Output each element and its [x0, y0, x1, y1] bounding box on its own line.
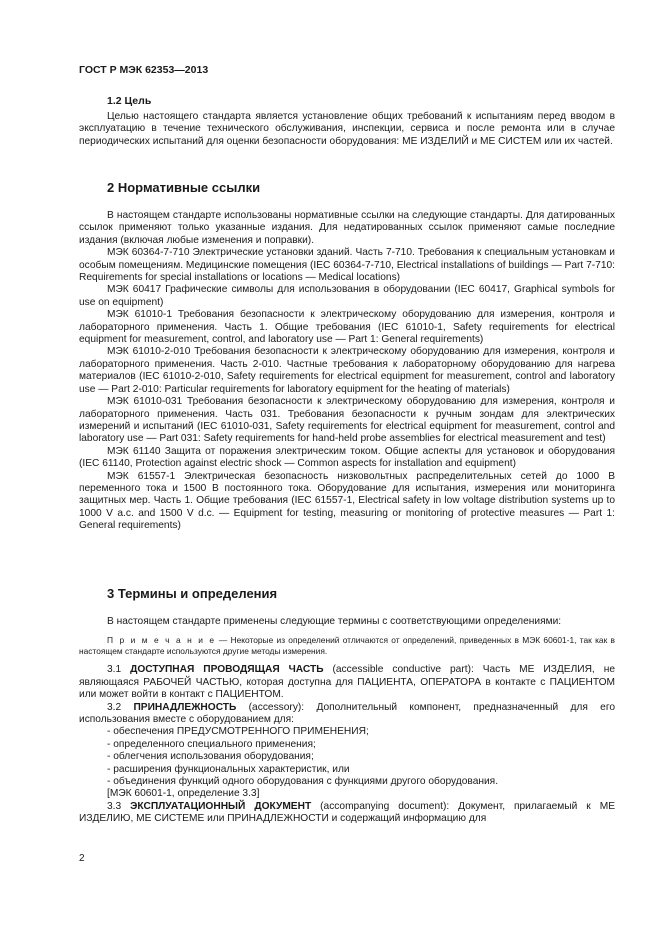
reference-item: МЭК 61010-1 Требования безопасности к электрическому оборудованию для измерения, контроля и лабораторного применения. Часть 1. Общие требования (IEC 61010-1, Safety requirements for electrical equipment for measurement, control, and laboratory use — Part 1: General requirements)	[79, 309, 615, 346]
section-3-body	[79, 616, 615, 826]
list-item: - объединения функций одного оборудования с функциями другого оборудования.	[107, 776, 499, 788]
reference-item: МЭК 60364-7-710 Электрические установки зданий. Часть 7-710. Требования к специальным установкам и особым помещениям. Медицинские помещения (IEC 60364-7-710, Electrical installations of buildings — Part 7-710: Requirements for special installations or locations — Medical locations)	[79, 247, 615, 284]
term-3-3	[79, 801, 615, 826]
list-item: - облегчения использования оборудования;	[107, 751, 314, 763]
section-3-heading: 3 Термины и определения	[107, 586, 278, 601]
term-source: [МЭК 60601-1, определение 3.3]	[107, 788, 260, 800]
reference-item: МЭК 61010-2-010 Требования безопасности к электрическому оборудованию для измерения, контроля и лабораторного применения. Часть 2-010. Частные требования к лабораторному оборудованию для нагрева материалов (IEC 61010-2-010, Safety requirements for electrical equipment for measurement, control and laboratory use — Part 2-010: Particular requirements for laboratory equipment for the heating of materials)	[79, 346, 615, 395]
reference-item: МЭК 60417 Графические символы для использования в оборудовании (IEC 60417, Graphical symbols for use on equipment)	[79, 284, 615, 308]
list-item: - определенного специального применения;	[107, 738, 316, 750]
section-2-heading: 2 Нормативные ссылки	[107, 180, 261, 195]
term-number: 3.2	[107, 701, 122, 713]
reference-item: МЭК 61140 Защита от поражения электрическим током. Общие аспекты для установок и оборудования (IEC 61140, Protection against electric shock — Common aspects for installation and equipment)	[79, 445, 615, 470]
term-definition: (accessible conductive part): Часть МЕ ИЗДЕЛИЯ, не являющаяся РАБОЧЕЙ ЧАСТЬЮ, которая доступна для ПАЦИЕНТА, ОПЕРАТОРА в контакте с ПАЦИЕНТОМ или может войти в контакт с ПАЦИЕНТОМ.	[79, 664, 615, 701]
reference-item: МЭК 61010-031 Требования безопасности к электрическому оборудованию для измерения, контроля и лабораторного применения. Часть 031. Требования безопасности к ручным зондам для электрических измерений и испытаний (IEC 61010-031, Safety requirements for electrical equipment for measurement, control and laboratory use — Part 031: Safety requirements for hand-held probe assemblies for electrical measurement and test)	[79, 396, 615, 445]
section-2-intro: В настоящем стандарте использованы нормативные ссылки на следующие стандарты. Для датированных ссылок применяют только указанные издания. Для недатированных ссылок применяют самые последние издания (включая любые изменения и поправки).	[79, 210, 615, 246]
section-1-2-heading: 1.2 Цель	[107, 95, 152, 107]
page-number: 2	[79, 853, 85, 864]
term-name: ПРИНАДЛЕЖНОСТЬ	[133, 701, 237, 713]
term-number: 3.1	[107, 664, 122, 676]
term-name: ДОСТУПНАЯ ПРОВОДЯЩАЯ ЧАСТЬ	[130, 664, 324, 676]
term-name: ЭКСПЛУАТАЦИОННЫЙ ДОКУМЕНТ	[130, 800, 312, 812]
term-number: 3.3	[107, 800, 122, 812]
section-1-2-text: Целью настоящего стандарта является установление общих требований к испытаниям перед вводом в эксплуатацию в течение технического обслуживания, инспекции, сервиса и после ремонта или в случае периодических испытаний для оценки безопасности оборудования: МЕ ИЗДЕЛИЙ и МЕ СИСТЕМ или их частей.	[79, 111, 615, 147]
section-3-intro: В настоящем стандарте применены следующие термины с соответствующими определениями:	[107, 616, 562, 627]
reference-item: МЭК 61557-1 Электрическая безопасность низковольтных распределительных сетей до 1000 В переменного тока и 1500 В постоянного тока. Оборудование для испытания, измерения или мониторинга защитных мер. Часть 1. Общие требования (IEC 61557-1, Electrical safety in low voltage distribution systems up to 1000 V a.c. and 1500 V d.c. — Equipment for testing, measuring or monitoring of protective measures — Part 1: General requirements)	[79, 470, 615, 532]
note-text: — Некоторые из определений отличаются от определений, приведенных в МЭК 60601-1, так как в настоящем стандарте используются другие методы измерения.	[79, 635, 615, 657]
term-definition: (accessory): Дополнительный компонент, предназначенный для его использования вместе с оборудованием для:	[79, 701, 615, 726]
section-3-note	[79, 635, 615, 657]
note-label: П р и м е ч а н и е	[107, 635, 216, 646]
term-3-2	[79, 702, 615, 727]
section-1-2-body	[79, 111, 615, 148]
section-2-body	[79, 210, 615, 533]
list-item: - расширения функциональных характеристик, или	[107, 763, 350, 775]
term-3-1	[79, 664, 615, 701]
term-definition: (accompanying document): Документ, прилагаемый к МЕ ИЗДЕЛИЮ, МЕ СИСТЕМЕ или ПРИНАДЛЕЖНОСТИ и содержащий информацию для	[79, 800, 615, 825]
document-header-id: ГОСТ Р МЭК 62353—2013	[79, 64, 209, 76]
list-item: - обеспечения ПРЕДУСМОТРЕННОГО ПРИМЕНЕНИЯ;	[107, 726, 369, 738]
